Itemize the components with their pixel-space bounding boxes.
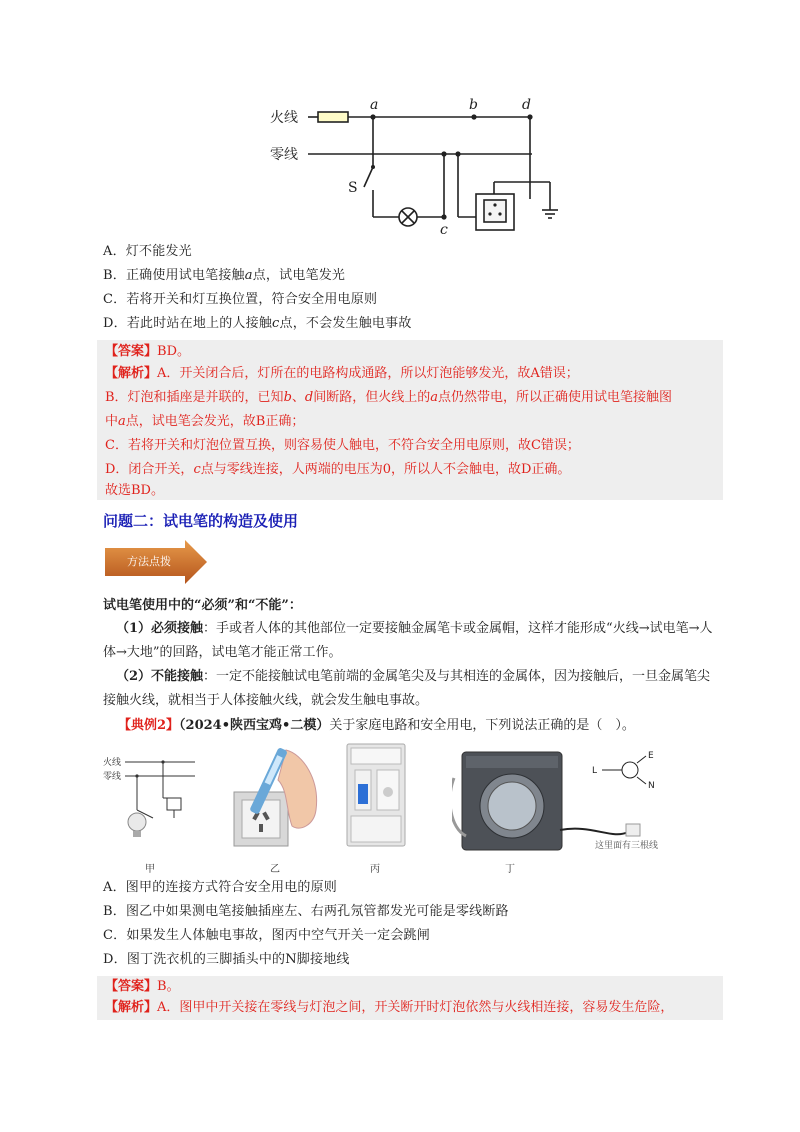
point-d-label: d bbox=[522, 97, 531, 113]
point-a-label: a bbox=[370, 97, 379, 113]
junction-c bbox=[441, 214, 446, 219]
q1-analysis-a: 【解析】A．开关闭合后，灯所在的电路构成通路，所以灯泡能够发光，故A错误； bbox=[105, 366, 579, 381]
junction-d bbox=[527, 114, 532, 119]
svg-text:N: N bbox=[648, 781, 655, 791]
figure-jia-wiring bbox=[103, 752, 198, 852]
method-paragraph-2: （2）不能接触：一定不能接触试电笔前端的金属笔尖及与其相连的金属体，因为接触后，一旦金属笔尖接触火线，就相当于人体接触火线，就会发生触电事故。 bbox=[103, 669, 711, 708]
live-wire-label: 火线 bbox=[270, 110, 298, 126]
neutral-wire-label: 零线 bbox=[270, 147, 298, 163]
example2-option-d: D．图丁洗衣机的三脚插头中的N脚接地线 bbox=[103, 952, 350, 967]
example2-answer: 【答案】B。 bbox=[105, 979, 180, 994]
switch-label: S bbox=[348, 180, 358, 196]
example2-option-b: B．图乙中如果测电笔接触插座左、右两孔氖管都发光可能是零线断路 bbox=[103, 904, 509, 919]
figure-yi-test-pen bbox=[228, 740, 323, 850]
figure-bing-caption: 丙 bbox=[370, 864, 380, 875]
junction-a bbox=[370, 114, 375, 119]
q1-analysis-d: D．闭合开关，c点与零线连接，人两端的电压为0，所以人不会触电，故D正确。 bbox=[105, 462, 571, 477]
example2-answer-box bbox=[97, 976, 723, 1020]
q1-conclusion: 故选BD。 bbox=[105, 483, 164, 498]
example2-stem: 【典例2】（2024•陕西宝鸡•二模）关于家庭电路和安全用电，下列说法正确的是（ ）。 bbox=[118, 718, 635, 733]
circuit-svg bbox=[260, 92, 580, 242]
figure-yi-caption: 乙 bbox=[270, 864, 280, 875]
figure-bing-air-switch bbox=[345, 742, 407, 848]
svg-text:火线: 火线 bbox=[103, 758, 122, 768]
q1-analysis-b-line1: B．灯泡和插座是并联的，已知b、d间断路，但火线上的a点仍然带电，所以正确使用试电笔接触图 bbox=[105, 390, 673, 405]
q1-option-b: B．正确使用试电笔接触a点，试电笔发光 bbox=[103, 268, 346, 283]
example2-analysis-a: 【解析】A．图甲中开关接在零线与灯泡之间，开关断开时灯泡依然与火线相连接，容易发生危险， bbox=[105, 1000, 674, 1015]
q1-analysis-b-line2: 中a点，试电笔会发光，故B正确； bbox=[105, 414, 305, 429]
point-c-label: c bbox=[440, 222, 448, 238]
method-badge bbox=[103, 538, 209, 586]
q1-option-a: A．灯不能发光 bbox=[103, 244, 192, 259]
point-b-label: b bbox=[469, 97, 478, 113]
svg-text:L: L bbox=[592, 766, 598, 776]
circuit-diagram bbox=[260, 92, 580, 242]
q1-answer-box bbox=[97, 340, 723, 500]
q1-option-d: D．若此时站在地上的人接触c点，不会发生触电事故 bbox=[103, 316, 412, 331]
q1-answer: 【答案】BD。 bbox=[105, 344, 190, 359]
junction-b bbox=[471, 114, 476, 119]
svg-text:E: E bbox=[648, 751, 654, 761]
example2-option-a: A．图甲的连接方式符合安全用电的原则 bbox=[103, 880, 337, 895]
section-title: 问题二：试电笔的构造及使用 bbox=[103, 512, 299, 530]
method-paragraph-1: （1）必须接触：手或者人体的其他部位一定要接触金属笔卡或金属帽，这样才能形成“火线→试电笔→人体→大地”的回路，试电笔才能正常工作。 bbox=[103, 621, 713, 660]
example2-option-c: C．如果发生人体触电事故，图丙中空气开关一定会跳闸 bbox=[103, 928, 430, 943]
figure-jia-caption: 甲 bbox=[145, 864, 155, 875]
q1-option-c: C．若将开关和灯互换位置，符合安全用电原则 bbox=[103, 292, 378, 307]
figure-ding-caption: 丁 bbox=[505, 864, 515, 875]
method-heading: 试电笔使用中的“必须”和“不能”： bbox=[103, 598, 302, 613]
method-badge-label: 方法点拨 bbox=[127, 555, 171, 568]
svg-text:零线: 零线 bbox=[103, 772, 122, 782]
figure-ding-plug-caption: 这里面有三根线 bbox=[595, 841, 659, 851]
q1-analysis-c: C．若将开关和灯泡位置互换，则容易使人触电，不符合安全用电原则，故C错误； bbox=[105, 438, 580, 453]
